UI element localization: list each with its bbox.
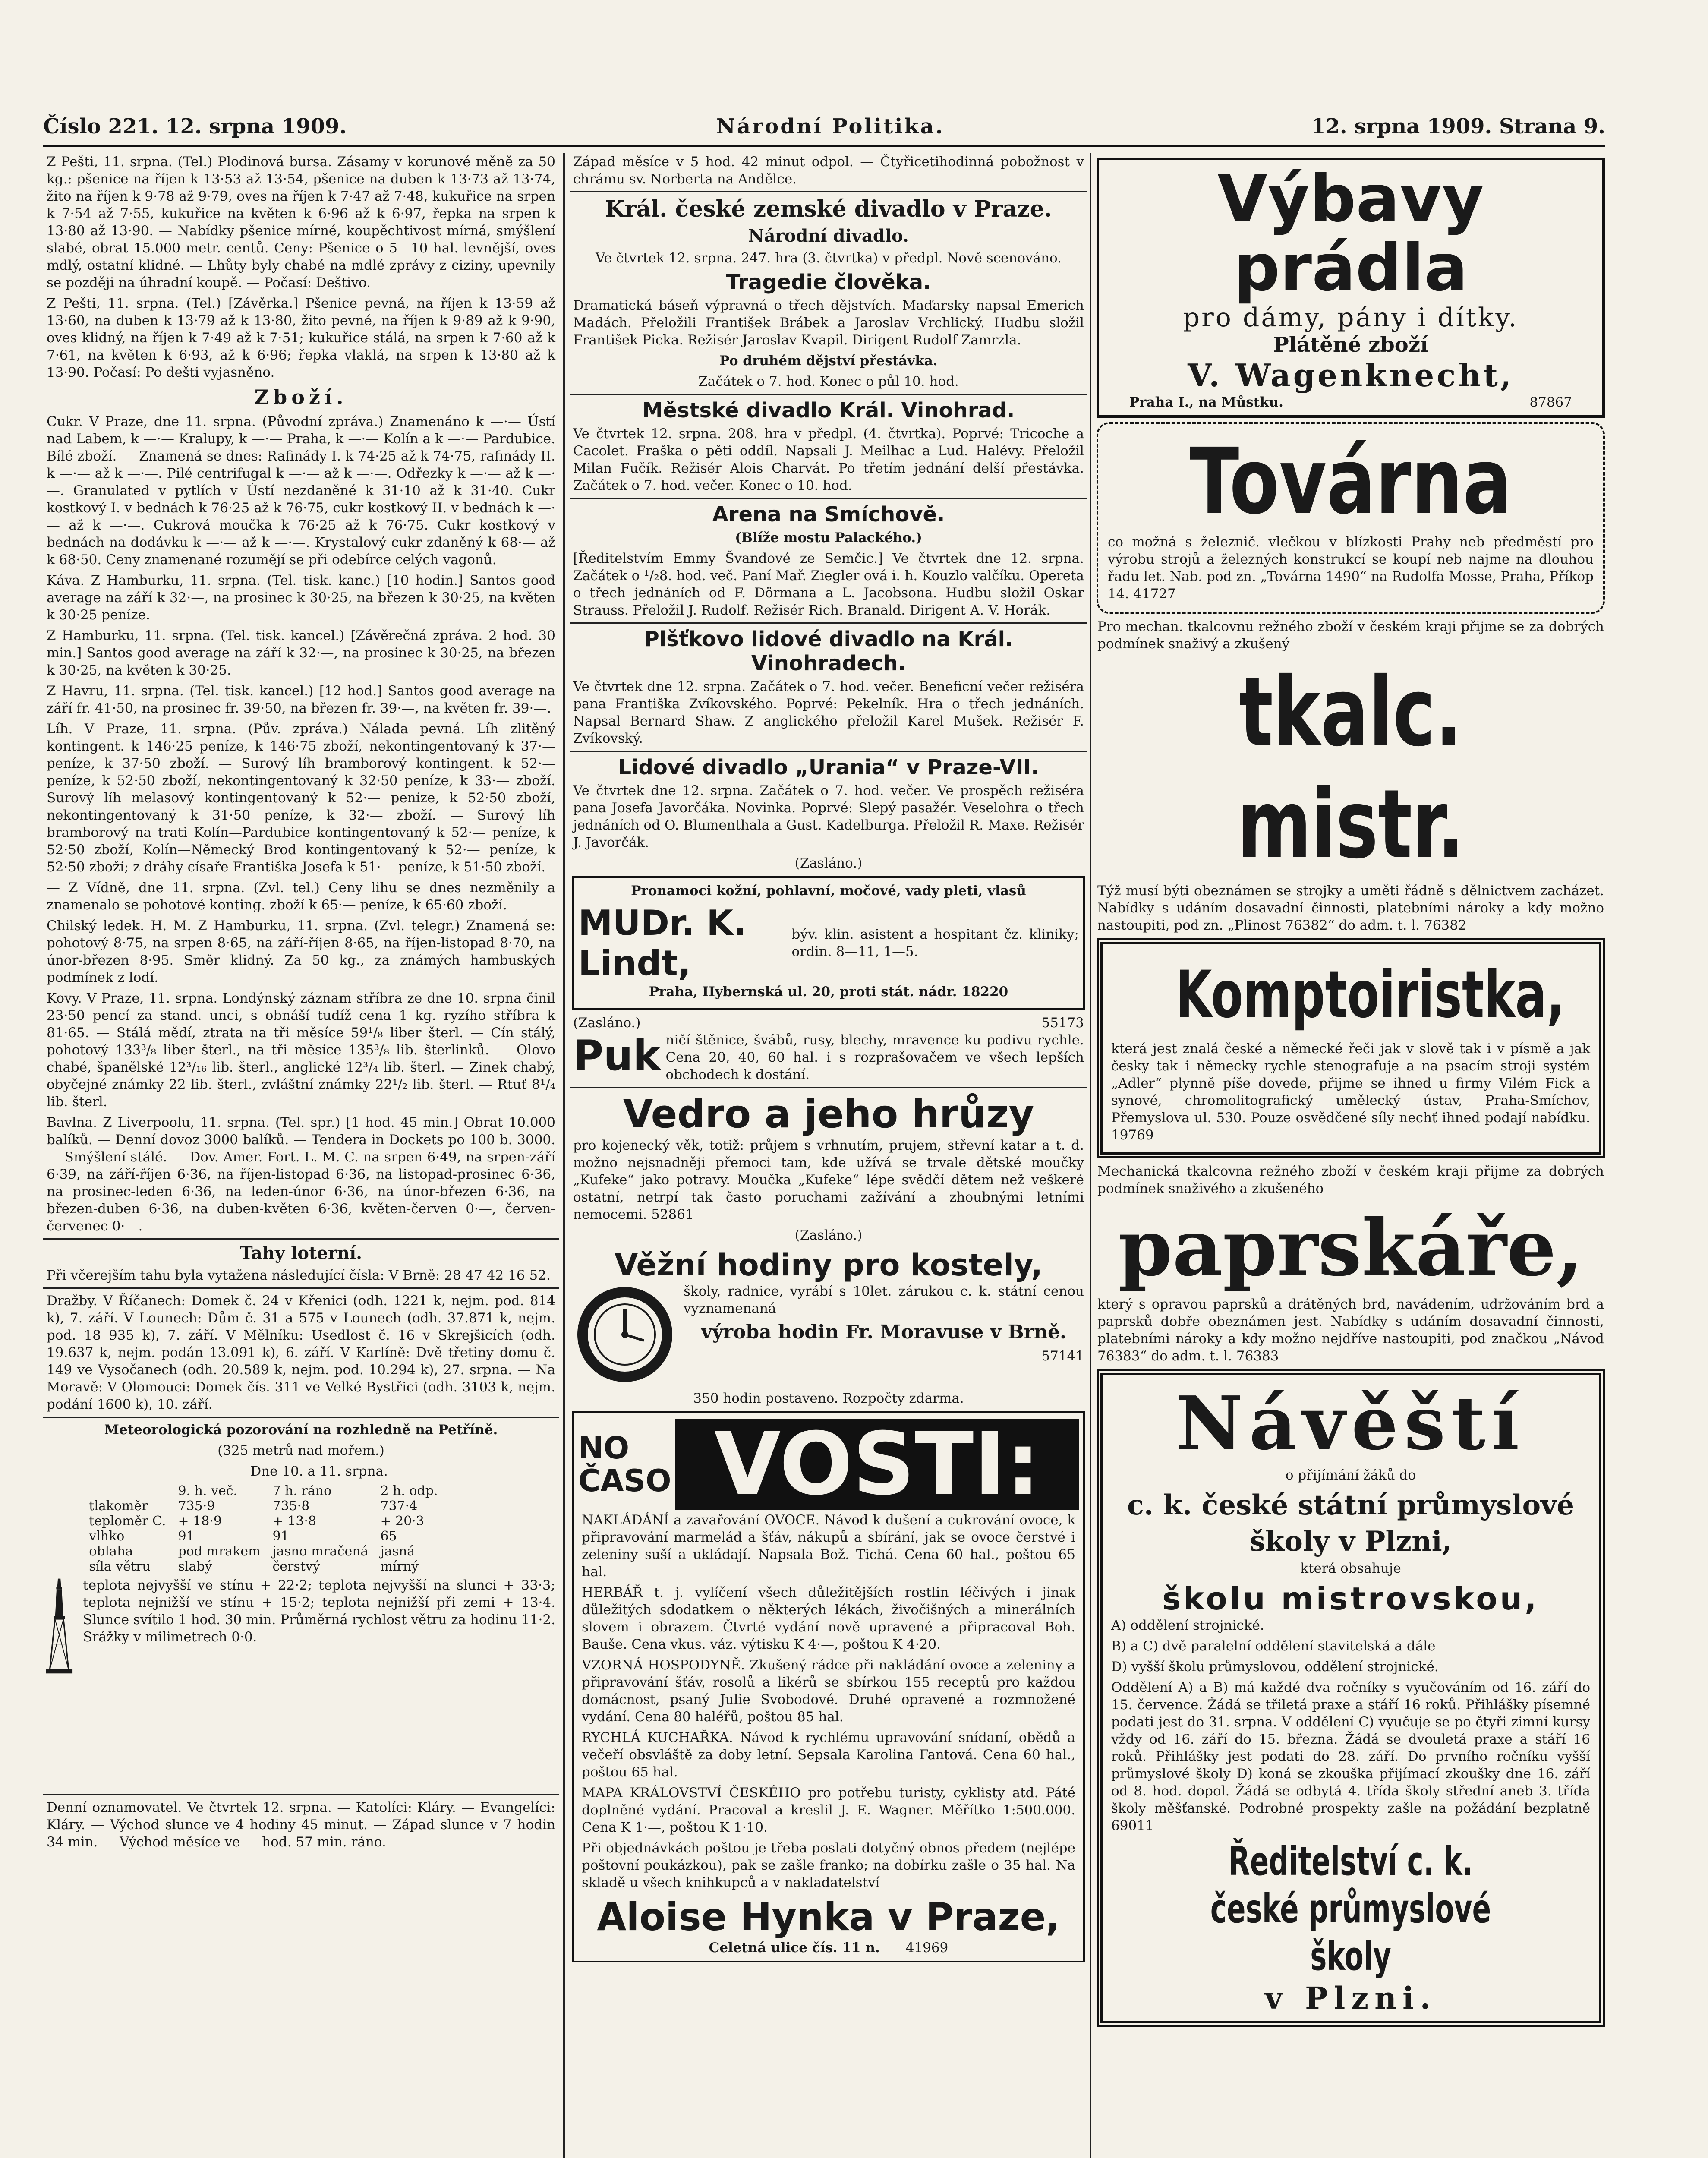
novosti-title: VOSTI: [675, 1419, 1079, 1510]
meteo-cell: 65 [380, 1529, 397, 1544]
meteo-cell: + 13·8 [272, 1514, 316, 1529]
puk-ad [573, 1032, 1084, 1083]
navesti-text: Oddělení A) a B) má každé dva ročníky s vyučováním od 16. září do 15. července. Žádá se třiletá praxe a stáří 16 roků. Přihlášky písemné podati jest do 31. srpna. V oddělení C) vyučuje se po čtyři zimní kursy vždy od 16. září do 15. března. Žádá se dvouletá praxe a stáří 16 roků. Přihlášky jest podati do 28. září. Do prvního ročníku vyšší průmyslové školy D) koná se zkouška přijímací zkoušky dne 16. září od 8. hod. dopol. Žádá se odbytá 4. třída školy střední aneb 3. třída školy měšťanské. Podrobné prospekty zašle na požádání bezplatně 69011 [1111, 1680, 1590, 1833]
tahy-text: Při včerejším tahu byla vytažena následující čísla: V Brně: 28 47 42 16 52. [47, 1268, 551, 1283]
narodni-divadlo-text: Ve čtvrtek 12. srpna. 247. hra (3. čtvrtka) v předpl. Nově scenováno. [596, 250, 1062, 266]
play-title: Tragedie člověka. [726, 270, 931, 294]
kovy-report: Kovy. V Praze, 11. srpna. Londýnský záznam stříbra ze dne 10. srpna činil 23·50 pencí za stand. unci, s obnáší tudíž cena 1 kg. ryzího stříbra k 81·65. — Stálá mědí, ztrata na tři měsíce 59¹/₈ liber šterl. — Cín stálý, pohotový 133³/₈ liber šterl., na tři měsíce 135³/₈ lib. šterlinků. — Olovo chabé, španělské 12³/₁₆ lib. šterl., anglické 12³/₄ lib. šterl. — Zinek chabý, obyčejné známky 22 lib. šterl., zvláštní známky 22¹/₂ lib. šterl. — Rtuť 8¹/₄ lib. šterl. [47, 991, 555, 1110]
vezni-hodiny-ad [570, 1247, 1087, 1407]
novosti-no: NO [578, 1430, 630, 1466]
paprskar-ad [1094, 1163, 1607, 1365]
novosti-foot: Při objednávkách poštou je třeba poslati dotyčný obnos předem (nejlépe poštovní poukázkou), pak se zašle franko; na dobírku zašle o 35 hal. Na skladě u všech knihkupců a v nakladatelství [582, 1840, 1075, 1890]
zaslano-label-3: (Zasláno.) [794, 1227, 863, 1243]
meteo-cell: oblaha [89, 1544, 133, 1559]
zaslano-label-2: (Zasláno.) [573, 1015, 641, 1031]
tovarna-title: Továrna [1189, 429, 1512, 534]
navesti-list-item: B) a C) dvě paralelní oddělení stavitelská a dále [1111, 1638, 1436, 1654]
vezni-foot: 350 hodin postaveno. Rozpočty zdarma. [693, 1391, 964, 1406]
novosti-item: MAPA KRÁLOVSTVÍ ČESKÉHO pro potřebu turisty, cyklisty atd. Páté doplněné vydání. Pracoval a kreslil J. E. Wagner. Měřítko 1:500.000. Cena K 1·—, poštou K 1·10. [582, 1785, 1075, 1835]
tahy-heading: Tahy loterní. [239, 1243, 362, 1263]
tovarna-ad [1097, 422, 1605, 614]
navesti-ad [1097, 1369, 1605, 2027]
puk-number: 55173 [1041, 1015, 1084, 1031]
narodni-divadlo-heading: Král. české zemské divadlo v Praze. [605, 196, 1052, 222]
navesti-line-1: o přijímání žáků do [1285, 1467, 1416, 1483]
meteo-cell: jasná [380, 1544, 415, 1559]
novosti-firm: Aloise Hynka v Praze, [597, 1895, 1060, 1939]
puk-name: Puk [573, 1032, 661, 1080]
meteo-cell: + 18·9 [178, 1514, 222, 1529]
meteo-table [83, 1483, 444, 1574]
navesti-skola: školu mistrovskou, [1162, 1581, 1539, 1617]
lindt-info: býv. klin. asistent a hospitant čz. kliniky; ordin. 8—11, 1—5. [791, 927, 1079, 959]
paprskar-text: který s opravou paprsků a drátěných brd, navádením, udržováním brd a paprsků dobře obeznámen jest. Nabídky s udáním dosavadní činnosti, platebními nároky a kdy možno nejdříve nastoupiti, pod značkou „Návod 76383“ do adm. t. l. 76383 [1097, 1297, 1604, 1364]
meteo-cell: 91 [178, 1529, 195, 1544]
meteo-cell: síla větru [89, 1559, 151, 1574]
meteo-cell: jasno mračená [272, 1544, 369, 1559]
divider [43, 1794, 559, 1795]
vezni-title: Věžní hodiny pro kostely, [615, 1247, 1043, 1283]
meteo-head-cell: 2 h. odp. [380, 1483, 438, 1499]
meteo-cell: teploměr C. [89, 1514, 166, 1529]
meteo-row [83, 1529, 444, 1544]
meteo-cell: vlhko [89, 1529, 125, 1544]
navesti-line-3: která obsahuje [1300, 1561, 1401, 1576]
vinohrady-heading: Městské divadlo Král. Vinohrad. [642, 398, 1015, 423]
column-2 [570, 153, 1087, 2158]
meteo-header-row [83, 1483, 444, 1499]
divider [570, 191, 1087, 192]
vedro-ad [570, 1092, 1087, 1223]
column-1 [43, 153, 559, 2158]
cukr-report: Cukr. V Praze, dne 11. srpna. (Původní zpráva.) Znamenáno k —·— Ústí nad Labem, k —·— Kralupy, k —·— Praha, k —·— Kolín a k —·— Pardubice. Bílé zboží. — Znamená se dnes: Rafinády I. k 74·25 až k 74·75, rafinády II. k —·— až k —·—. Pilé centrifugal k —·— až k —·—. Odřezky k —·— až k —·—. Granulated v pytlích v Ústí nezdaněné k 31·10 až k 31·40. Cukr kostkový I. v bednách k 76·25 až k 76·75, cukr kostkový II. v bednách k —·— až k —·—. Cukrová moučka k 76·25 až k 76·75. Cukr kostkový v bednách na dodávku k —·— až k —·—. Krystalový cukr zdaněný k 68·— až k 68·50. Ceny znamenané rozumějí se při odebírce celých vagonů. [47, 414, 555, 568]
tkalc-title: tkalc. mistr. [1237, 657, 1465, 880]
vezni-text: školy, radnice, vyrábí s 10let. zárukou c. k. státní cenou vyznamenaná [684, 1284, 1084, 1316]
meteo-block [43, 1463, 559, 1791]
novosti-address: Celetná ulice čís. 11 n. [709, 1940, 880, 1956]
meteo-cell: mírný [380, 1559, 419, 1574]
navesti-footer: Ředitelství c. k. české průmyslové školy [1210, 1838, 1491, 1979]
meteo-cell: 737·4 [380, 1499, 418, 1514]
meteo-head-cell [83, 1483, 172, 1499]
paprskar-title: paprskáře, [1118, 1202, 1583, 1294]
novosti-item: RYCHLÁ KUCHAŘKA. Návod k rychlému upravování snídaní, obědů a večeří obsvláště za doby letní. Sepsala Karolina Fantová. Cena 60 hal., poštou 65 hal. [582, 1730, 1075, 1780]
plistkovo-text: Ve čtvrtek dne 12. srpna. Začátek o 7. hod. večer. Beneficní večer režiséra pana Františka Zvíkovského. Poprvé: Pekelník. Hra o třech jednáních. Napsal Bernard Shaw. Z anglického přeložil Karel Mušek. Režisér F. Zvíkovský. [573, 679, 1084, 746]
date-page: 12. srpna 1909. Strana 9. [1311, 114, 1605, 139]
vinohrady-text: Ve čtvrtek 12. srpna. 208. hra v předpl. (4. čtvrtka). Poprvé: Tricoche a Cacolet. Fraška o pěti oddíl. Napsali J. Meilhac a Lud. Halévy. Přeložil Milan Fučík. Režisér Alois Charvát. Po třetím jednání delší přestávka. Začátek o 7. hod. večer. Konec o 10. hod. [573, 426, 1084, 493]
navesti-footer-2: v Plzni. [1265, 1980, 1437, 2016]
column-rule [563, 153, 565, 2158]
novosti-item: NAKLÁDÁNÍ a zavařování OVOCE. Návod k dušení a cukrování ovoce, k připravování marmelád a šťáv, nákupů a sbírání, jak se ovoce čerstvé i zeleniny suší a ukládají. Napsala Bož. Tichá. Cena 60 hal., poštou 65 hal. [582, 1512, 1075, 1580]
divider [570, 751, 1087, 752]
komptoiristka-title: Komptoiristka, [1175, 957, 1565, 1032]
ledek-report: Chilský ledek. H. M. Z Hamburku, 11. srpna. (Zvl. telegr.) Znamená se: pohotový 8·75, na srpen 8·65, na září-říjen 8·65, na říjen-listopad 8·70, na únor-březen 8·95. Směr klidný. Za 50 kg., za známých hambuských podmínek z lodí. [47, 918, 555, 985]
arena-heading: Arena na Smíchově. [712, 502, 945, 527]
play-times: Začátek o 7. hod. Konec o půl 10. hod. [698, 374, 959, 389]
meteo-subheading: (325 metrů nad mořem.) [217, 1443, 384, 1458]
meteo-row [83, 1499, 444, 1514]
header-rule [43, 145, 1605, 147]
meteo-row [83, 1514, 444, 1529]
vedro-text: pro kojenecký věk, totiž: průjem s vrhnutím, prujem, střevní katar a t. d. možno nejsnadněji přemoci tam, kde užívá se trvale dětské moučky „Kufeke“ jako potravy. Moučka „Kufeke“ lépe svědčí dětem než veškeré ostatní, netrpí tak často poruchami zažívání a zhoubnými letními nemocemi. 52861 [573, 1138, 1084, 1222]
meteo-cell: + 20·3 [380, 1514, 424, 1529]
column-rule [1090, 153, 1091, 2158]
meteo-cell: pod mrakem [178, 1544, 261, 1559]
page-header [43, 110, 1605, 145]
bursa-pest-1: Z Pešti, 11. srpna. (Tel.) Plodinová bursa. Zásamy v korunové měně za 50 kg.: pšenice na říjen k 13·53 až 13·54, pšenice na duben k 13·73 až 13·74, žito na říjen k 9·78 až 9·79, oves na říjen k 7·47 až 7·48, kukuřice na srpen k 7·54 až 7·55, kukuřice na květen k 6·96 až k 6·97, řepka na srpen k 13·80 až 13·90. — Nabídky pšenice mírné, koupěchtivost mírná, smýšlení slabé, obrat 15.000 metr. centů. Ceny: Pšenice o 5—10 hal. levnější, oves mdlý, ostatní klidné. — Lhůty byly chabé na mdlé zprávy z ciziny, upevnily se později na úhradní koupě. — Počasí: Deštivo. [47, 154, 555, 290]
divider [570, 622, 1087, 624]
navesti-school: c. k. české státní průmyslové školy v Plzni, [1127, 1489, 1575, 1558]
meteo-notes: teplota nejvyšší ve stínu + 22·2; teplota nejvyšší na slunci + 33·3; teplota nejnižší ve stínu + 15·2; teplota nejnižší při zemi + 13·4. Slunce svítilo 1 hod. 30 min. Průměrná rychlost větru za hodinu 11·2. Srážky v milimetrech 0·0. [83, 1577, 555, 1645]
vybavy-number: 87867 [1529, 394, 1572, 410]
plistkovo-heading: Plšťkovo lidové divadlo na Král. Vinohradech. [644, 627, 1013, 675]
navesti-list-item: D) vyšší školu průmyslovou, oddělení strojnické. [1111, 1659, 1439, 1675]
komptoiristka-ad [1097, 938, 1605, 1158]
lindt-ad [572, 876, 1085, 1010]
meteo-cell: 735·8 [272, 1499, 310, 1514]
vybavy-title: Výbavy prádla [1217, 161, 1484, 306]
zbozi-heading: Zboží. [254, 385, 348, 409]
novosti-item: HERBÁŘ t. j. vylíčení všech důležitějších rostlin léčivých i jinak důležitých sdodatkem o některých lékách, živočišných a minerálních slovem i obrazem. Čtvrté vydání nově upravené a připracoval Boh. Bauše. Cena vkus. váz. výtisku K 4·—, poštou K 4·20. [582, 1585, 1075, 1652]
issue-number: Číslo 221. 12. srpna 1909. [43, 114, 347, 139]
lih-report-2: — Z Vídně, dne 11. srpna. (Zvl. tel.) Ceny lihu se dnes nezměnily a znamenalo se pohotové konting. zboží k 65·— peníze, k 65·60 zboží. [47, 880, 555, 913]
meteo-date: Dne 10. a 11. srpna. [250, 1464, 388, 1479]
denni-oznamovatel: Denní oznamovatel. Ve čtvrtek 12. srpna. — Katolíci: Kláry. — Evangelíci: Kláry. — Východ slunce ve 4 hodiny 45 minut. — Západ slunce v 7 hodin 34 min. — Východ měsíce ve — hod. 57 min. ráno. [47, 1800, 555, 1850]
kava-report-2: Z Hamburku, 11. srpna. (Tel. tisk. kancel.) [Závěrečná zpráva. 2 hod. 30 min.] Santos good average na září k 32·—, na prosinec k 30·25, na březen k 30·25, na květen k 30·25. [47, 628, 555, 678]
tovarna-text: co možná s železnič. vlečkou v blízkosti Prahy neb předměstí pro výrobu strojů a železných konstrukcí se koupí neb najme na dlouhou řadu let. Nab. pod zn. „Továrna 1490“ na Rudolfa Mosse, Praha, Příkop 14. 41727 [1108, 534, 1594, 602]
divider [570, 1087, 1087, 1088]
novosti-ad [572, 1411, 1085, 1962]
tkalc-text: Týž musí býti obeznámen se strojky a uměti řádně s dělnictvem zacházet. Nabídky s udáním dosavadní činnosti, platebními nároky a kdy možno nastoupiti, pod zn. „Plinost 76382“ do adm. t. l. 76382 [1097, 883, 1604, 933]
petrin-tower-icon [43, 1463, 75, 1791]
meteo-heading: Meteorologická pozorování na rozhledně na Petříně. [104, 1422, 498, 1438]
zaslano-label: (Zasláno.) [794, 855, 863, 871]
vedro-title: Vedro a jeho hrůzy [623, 1092, 1034, 1137]
divider [43, 1287, 559, 1289]
tkalc-intro: Pro mechan. tkalcovnu režného zboží v českém kraji přijme se za dobrých podmínek snaživý a zkušený [1097, 619, 1604, 652]
bursa-pest-2: Z Pešti, 11. srpna. (Tel.) [Závěrka.] Pšenice pevná, na říjen k 13·59 až 13·60, na duben k 13·79 až k 13·80, žito pevné, na říjen k 9·89 až k 9·90, oves klidný, na říjen k 7·49 až k 7·51; kukuřice stálá, na srpen k 7·60 až k 7·61, na květen k 6·93, až k 6·96; řepka vlaklá, na srpen k 13·80 až k 13·90. Počasí: Po dešti vyjasněno. [47, 296, 555, 380]
vezni-firm: výroba hodin Fr. Moravuse v Brně. [701, 1321, 1067, 1343]
divider [570, 498, 1087, 499]
lindt-address: Praha, Hybernská ul. 20, proti stát. nádr. 18220 [649, 984, 1008, 1000]
kava-report: Káva. Z Hamburku, 11. srpna. (Tel. tisk. kanc.) [10 hodin.] Santos good average na září k 32·—, na prosinec k 30·25, na březen k 30·25, na květen k 30·25 peníze. [47, 573, 555, 623]
vybavy-firm: V. Wagenknecht, [1188, 357, 1514, 394]
bavlna-report: Bavlna. Z Liverpoolu, 11. srpna. (Tel. spr.) [1 hod. 45 min.] Obrat 10.000 balíků. — Denní dovoz 3000 balíků. — Tendera in Dockets po 100 b. 3000. — Smýšlení stálé. — Dov. Amer. Fort. L. M. C. na srpen 6·49, na srpen-září 6·39, na září-říjen 6·36, na říjen-listopad 6·36, na listopad-prosinec 6·36, na prosinec-leden 6·36, na leden-únor 6·36, na únor-březen 6·36, na březen-duben 6·36, na duben-květen 6·36, květen-červen 0·—, červen-červenec 0·—. [47, 1115, 555, 1234]
lih-report: Líh. V Praze, 11. srpna. (Pův. zpráva.) Nálada pevná. Líh zlitěný kontingent. k 146·25 peníze, k 146·75 zboží, nekontingentovaný k 37·— peníze, k 37·50 zboží. — Surový líh bramborový kontingent. k 52·— peníze, k 52·50 zboží, nekontingentovaný k 32·50 peníze, k 33·— zboží. Surový líh melasový kontingentovaný k 52·— peníze, k 52·50 zboží, nekontingentovaný k 31·50 peníze, k 32·— zboží. — Surový líh bramborový na trati Kolín—Pardubice kontingentovaný k 52·— peníze, k 52·50 zboží, Kolín—Německý Brod kontingentovaný k 52·— peníze, k 52·50 zboží; z dráhy císaře Františka Josefa k 51·— peníze, k 51·50 zboží. [47, 721, 555, 875]
novosti-item: VZORNÁ HOSPODYNĚ. Zkušený rádce při nakládání ovoce a zeleniny a připravování šťáv, rosolů a likérů se sbírkou 155 receptů pro každou domácnost, psaný Julie Svobodové. Druhé opravené a rozmnožené vydání. Cena 80 haléřů, poštou 85 hal. [582, 1657, 1075, 1725]
lindt-name: MUDr. K. Lindt, [578, 903, 747, 983]
meteo-row [83, 1559, 444, 1574]
navesti-title: Návěští [1176, 1380, 1525, 1467]
novosti-number: 41969 [905, 1940, 949, 1956]
navesti-list-item: A) oddělení strojnické. [1111, 1618, 1264, 1633]
puk-text: ničí štěnice, švábů, rusy, blechy, mravence ku podivu rychle. Cena 20, 40, 60 hal. i s rozprašovačem ve všech lepších obchodech k dostání. [665, 1032, 1084, 1082]
vybavy-address: Praha I., na Můstku. [1129, 394, 1283, 410]
kava-report-3: Z Havru, 11. srpna. (Tel. tisk. kancel.) [12 hod.] Santos good average na září fr. 41·50, na prosinec fr. 39·50, na březen fr. 39·—, na květen fr. 39·—. [47, 683, 555, 716]
narodni-divadlo-sub: Národní divadlo. [748, 226, 909, 246]
divider [43, 1238, 559, 1240]
meteo-cell: 91 [272, 1529, 289, 1544]
column-3 [1094, 153, 1607, 2158]
meteo-row [83, 1544, 444, 1559]
paprskar-intro: Mechanická tkalcovna režného zboží v českém kraji přijme za dobrých podmínek snaživého a zkušeného [1097, 1164, 1604, 1196]
play-note: Po druhém dějství přestávka. [719, 353, 938, 369]
meteo-head-cell: 9. h. več. [178, 1483, 238, 1499]
mesic-text: Západ měsíce v 5 hod. 42 minut odpol. — Čtyřicetihodinná pobožnost v chrámu sv. Norberta na Andělce. [573, 154, 1084, 187]
arena-sub: (Blíže mostu Palackého.) [735, 530, 922, 546]
urania-heading: Lidové divadlo „Urania“ v Praze-VII. [618, 755, 1039, 779]
vybavy-sub2: Plátěné zboží [1273, 333, 1428, 357]
vybavy-ad [1097, 158, 1605, 418]
vybavy-sub: pro dámy, pány i dítky. [1183, 303, 1519, 333]
meteo-cell: tlakoměr [89, 1499, 148, 1514]
meteo-head-cell: 7 h. ráno [272, 1483, 332, 1499]
urania-text: Ve čtvrtek dne 12. srpna. Začátek o 7. hod. večer. Ve prospěch režiséra pana Josefa Javorčáka. Novinka. Poprvé: Slepý pasažér. Veselohra o třech jednáních od O. Blumenthala a Gust. Kadelburga. Přeložil R. Maxe. Režisér J. Javorčák. [573, 783, 1084, 850]
divider [43, 1417, 559, 1418]
arena-text: [Ředitelstvím Emmy Švandové ze Semčic.] Ve čtvrtek dne 12. srpna. Začátek o ¹/₂8. hod. več. Paní Mař. Ziegler ová i. h. Kouzlo valčíku. Opereta o třech jednáních od F. Dörmana a L. Jacobsona. Hudbu složil Oskar Strauss. Přeložil J. Rudolf. Režisér Rich. Branald. Dirigent A. V. Horák. [573, 551, 1084, 618]
play-desc: Dramatická báseň výpravná o třech dějstvích. Maďarsky napsal Emerich Madách. Přeložili František Brábek a Jaroslav Vrchlický. Hudbu složil František Picka. Režisér Jaroslav Kvapil. Dirigent Rudolf Zamrzla. [573, 298, 1084, 348]
komptoiristka-text: která jest znalá české a německé řeči jak v slově tak i v písmě a jak česky tak i německy rychle stenografuje a na psacím stroji systém „Adler“ plynně píše dovede, přijme se ihned u firmy Vilém Fick a synové, chromolitografický umělecký ústav, Praha-Smíchov, Přemyslova ul. 530. Pouze osvědčené síly nechť ihned podají nabídku. 19769 [1111, 1041, 1590, 1143]
novosti-caso: ČASO [578, 1463, 671, 1499]
meteo-cell: slabý [178, 1559, 212, 1574]
lindt-top: Pronamoci kožní, pohlavní, močové, vady pleti, vlasů [631, 883, 1026, 899]
drazby-text: Dražby. V Říčanech: Domek č. 24 v Křenici (odh. 1221 k, nejm. pod. 814 k), 7. září. V Lounech: Dům č. 31 a 575 v Lounech (odh. 37.871 k, nejm. pod. 18 935 k), 7. září. V Mělníku: Usedlost č. 16 v Skrejšicích (odh. 19.637 k, nejm. podán 13.091 k), 6. září. V Karlíně: Dvě třetiny domu č. 149 ve Vysočanech (odh. 20.589 k, nejm. pod. 10.294 k), 27. srpna. — Na Moravě: V Olomouci: Domek čís. 311 ve Velké Bystřici (odh. 3103 k, nejm. podání 1600 k), 10. září. [47, 1293, 555, 1412]
clock-icon [573, 1283, 677, 1386]
meteo-cell: 735·9 [178, 1499, 215, 1514]
vezni-number: 57141 [1041, 1348, 1084, 1364]
divider [570, 394, 1087, 395]
meteo-cell: čerstvý [272, 1559, 320, 1574]
newspaper-title: Národní Politika. [716, 114, 945, 139]
